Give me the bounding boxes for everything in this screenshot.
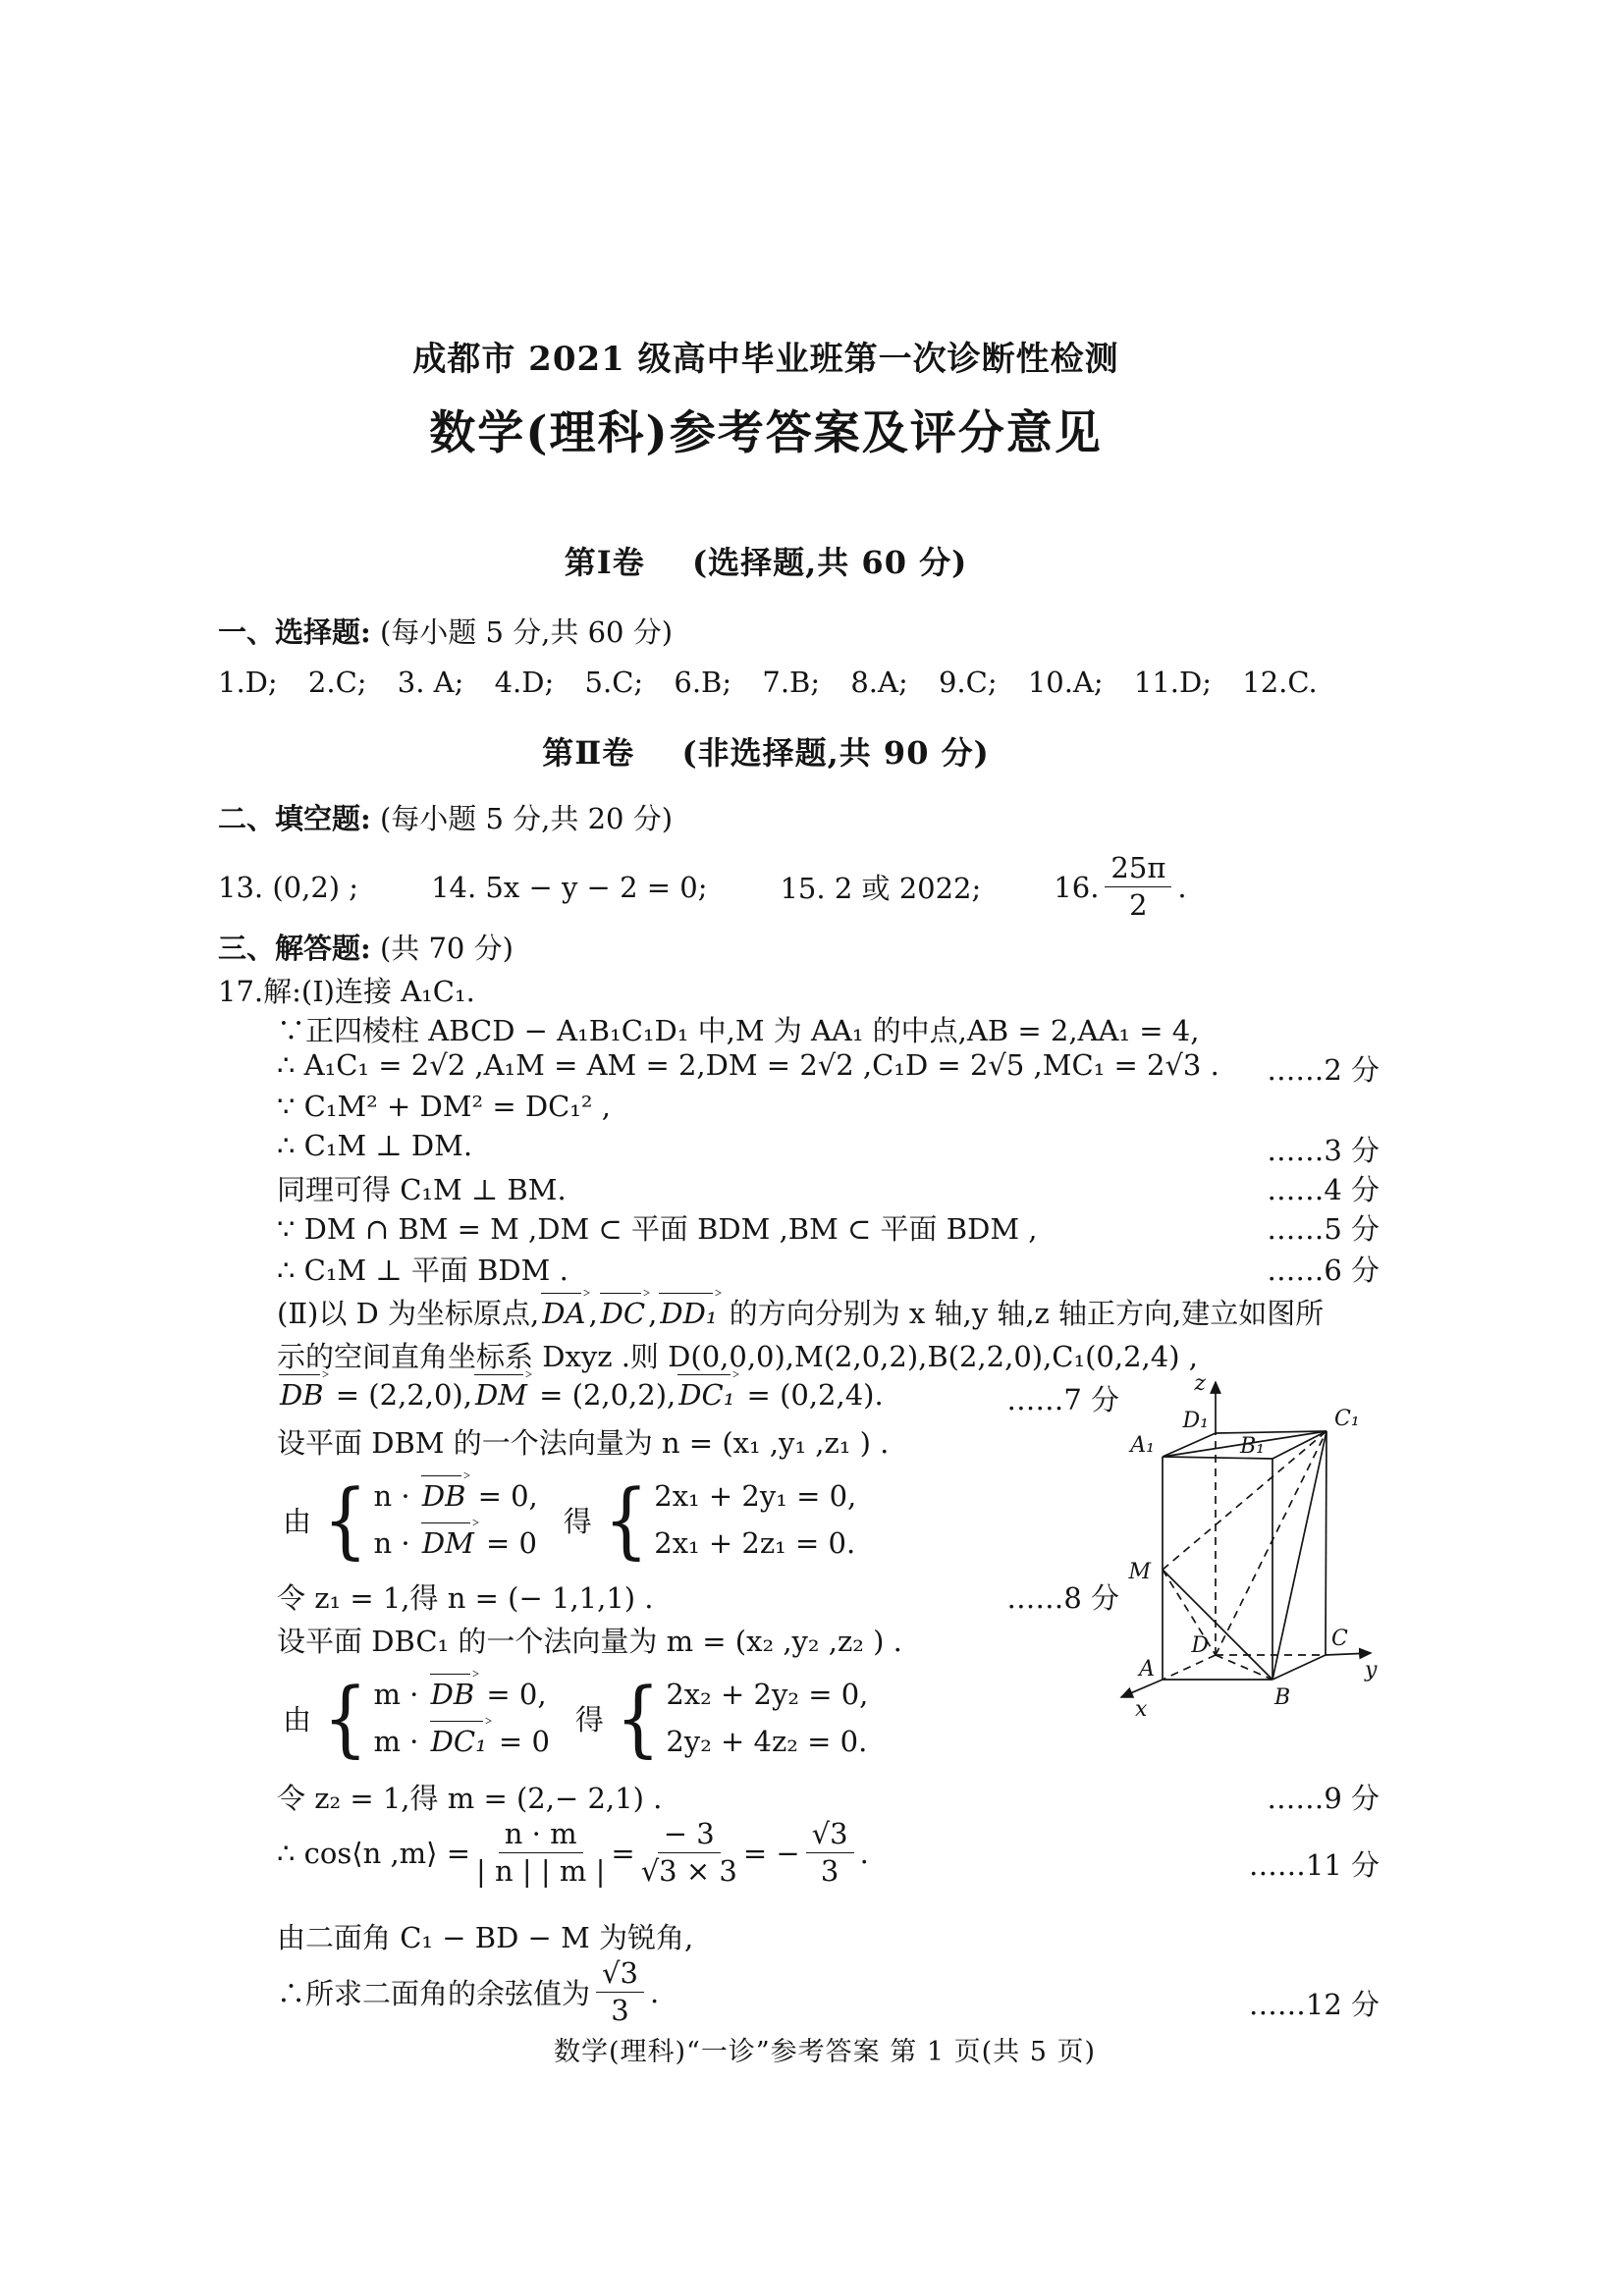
mc-answer: 10.A; xyxy=(1027,666,1104,699)
point-label-M: M xyxy=(1128,1560,1151,1584)
vertex-label-B1: B₁ xyxy=(1240,1434,1265,1459)
hidden-edges xyxy=(1163,1431,1326,1680)
q17-line-text: = (2,2,0), xyxy=(326,1378,472,1412)
sys2-lead: 由 xyxy=(283,1702,312,1736)
q17-line-text: = (0,2,4). xyxy=(737,1378,884,1412)
left-brace: { xyxy=(323,1670,368,1766)
vertex-label-D: D xyxy=(1191,1633,1209,1658)
cosine-expression xyxy=(277,1818,1380,1889)
fill-section-heading xyxy=(218,797,673,837)
sys1-right-eq1: 2x₁ + 2y₁ = 0, xyxy=(654,1479,857,1513)
sys2-give: 得 xyxy=(574,1702,604,1736)
fraction-numerator: 25π xyxy=(1105,852,1171,887)
vector-DM: DM xyxy=(421,1526,474,1560)
mc-answer: 12.C. xyxy=(1242,666,1318,699)
solutions-section-heading xyxy=(218,927,514,967)
vector-DB: DB xyxy=(430,1678,475,1711)
eq-text: = 0 xyxy=(476,1526,537,1560)
fill-note: (每小题 5 分,共 20 分) xyxy=(379,802,674,835)
eq-text: = 0 xyxy=(489,1725,550,1758)
score-marker-4: ……4 分 xyxy=(1267,1173,1380,1206)
equals-sign: = xyxy=(611,1836,635,1870)
q17-head: 17.解:(Ⅰ)连接 A₁C₁. xyxy=(218,975,475,1008)
q17-line-text: ∴ C₁M ⊥ 平面 BDM . xyxy=(277,1254,568,1287)
sys1-left-equations xyxy=(373,1479,537,1560)
q17-part2-intro xyxy=(277,1292,1380,1332)
fraction-denominator: 2 xyxy=(1129,888,1148,923)
vertex-label-C1: C₁ xyxy=(1334,1407,1360,1431)
sys1-right-equations xyxy=(654,1479,856,1560)
final-answer-expression xyxy=(277,1957,1380,2028)
x-axis xyxy=(1121,1680,1163,1697)
equation-system-2 xyxy=(277,1663,868,1773)
mc-answer: 9.C; xyxy=(938,666,998,699)
q17-line-text: 令 z₁ = 1,得 n = (− 1,1,1) . xyxy=(277,1581,654,1615)
q17-line-text: ∴ C₁M ⊥ DM. xyxy=(277,1129,473,1162)
vertex-label-D1: D₁ xyxy=(1182,1409,1209,1433)
mc-answer: 7.B; xyxy=(762,666,821,699)
blank-13: 13. (0,2) ; xyxy=(218,870,359,904)
page-footer: 数学(理科)“一诊”参考答案 第 1 页(共 5 页) xyxy=(553,2037,1096,2067)
q17-line xyxy=(277,1249,1380,1289)
score-marker-5: ……5 分 xyxy=(1267,1212,1380,1246)
sys2-right-eq1: 2x₂ + 2y₂ = 0, xyxy=(666,1678,869,1711)
cos-fraction-3 xyxy=(806,1818,854,1889)
mc-note: (每小题 5 分,共 60 分) xyxy=(379,615,674,649)
q17-line-text: ∵ DM ∩ BM = M ,DM ⊂ 平面 BDM ,BM ⊂ 平面 BDM , xyxy=(277,1212,1038,1246)
fraction-denominator: √3 × 3 xyxy=(640,1854,737,1889)
equation-system-1 xyxy=(277,1465,856,1575)
fraction-denominator: | n | | m | xyxy=(476,1854,606,1889)
prism-figure xyxy=(1108,1370,1394,1732)
q17-line-text: 的方向分别为 x 轴,y 轴,z 轴正方向,建立如图所 xyxy=(720,1297,1325,1330)
q17-line: ∵ C₁M² + DM² = DC₁² , xyxy=(277,1090,611,1123)
mc-answer: 1.D; xyxy=(218,666,278,699)
q17-line-text: = (2,0,2), xyxy=(529,1378,677,1412)
y-axis xyxy=(1326,1653,1371,1655)
sys1-left-eq1 xyxy=(373,1479,537,1513)
score-marker-11: ……11 分 xyxy=(1248,1848,1380,1882)
part2-heading xyxy=(0,728,1532,774)
q17-line-text: 同理可得 C₁M ⊥ BM. xyxy=(277,1173,567,1206)
document-subtitle: 数学(理科)参考答案及评分意见 xyxy=(429,406,1103,460)
separator: , xyxy=(648,1297,658,1330)
solutions-label: 三、解答题: xyxy=(218,932,371,965)
period: . xyxy=(859,1836,869,1870)
fill-answers-row xyxy=(218,852,1187,923)
q17-line xyxy=(277,1207,1380,1248)
part1-volume-note: (选择题,共 60 分) xyxy=(692,544,968,581)
score-marker-8: ……8 分 xyxy=(1006,1581,1119,1615)
cos-fraction-2 xyxy=(641,1818,737,1889)
fraction-numerator: − 3 xyxy=(658,1818,721,1853)
equals-sign: = − xyxy=(742,1836,800,1870)
fraction-numerator: n · m xyxy=(499,1818,583,1853)
eq-text: n · xyxy=(373,1526,419,1560)
left-brace: { xyxy=(323,1471,368,1568)
period: . xyxy=(649,1975,660,2009)
q17-line xyxy=(277,1168,1380,1208)
score-marker-12: ……12 分 xyxy=(1248,1988,1380,2021)
eq-text: n · xyxy=(373,1479,419,1513)
axis-label-z: z xyxy=(1194,1371,1206,1396)
blank-14: 14. 5x − y − 2 = 0; xyxy=(431,870,708,904)
sys1-give: 得 xyxy=(563,1504,592,1538)
document-title: 成都市 2021 级高中毕业班第一次诊断性检测 xyxy=(412,340,1119,379)
blank-16-period: . xyxy=(1177,870,1187,904)
q17-line: ∵正四棱柱 ABCD − A₁B₁C₁D₁ 中,M 为 AA₁ 的中点,AB = 2,AA₁ = 4, xyxy=(277,1014,1200,1047)
mc-label: 一、选择题: xyxy=(218,615,371,649)
vector-DB: DB xyxy=(280,1378,324,1412)
q17-line: 由二面角 C₁ − BD − M 为锐角, xyxy=(277,1921,694,1954)
q17-line xyxy=(277,1048,1380,1087)
separator: , xyxy=(588,1297,598,1330)
vector-DC1: DC₁ xyxy=(430,1725,487,1758)
q17-line xyxy=(277,1129,1380,1167)
mc-answers-row xyxy=(218,666,1339,699)
vertex-label-C: C xyxy=(1331,1627,1348,1651)
part2-volume-note: (非选择题,共 90 分) xyxy=(681,734,990,772)
fraction-numerator: √3 xyxy=(806,1818,854,1853)
final-answer-text: ∴所求二面角的余弦值为 xyxy=(277,1977,591,2011)
fraction-denominator: 3 xyxy=(820,1854,839,1889)
mc-answer: 3. A; xyxy=(397,666,464,699)
left-brace: { xyxy=(603,1471,649,1568)
sys2-left-eq1 xyxy=(373,1678,549,1711)
q17-line-text: 令 z₂ = 1,得 m = (2,− 2,1) . xyxy=(277,1782,663,1815)
mc-answer: 4.D; xyxy=(494,666,555,699)
blank-16-label: 16. xyxy=(1054,870,1100,904)
vector-DM: DM xyxy=(474,1378,527,1412)
eq-text: = 0, xyxy=(468,1479,538,1513)
q17-line-text: ∴ A₁C₁ = 2√2 ,A₁M = AM = 2,DM = 2√2 ,C₁D = 2√5 ,MC₁ = 2√3 . xyxy=(277,1048,1219,1082)
cos-prefix: ∴ cos⟨n ,m⟩ = xyxy=(277,1836,471,1870)
q17-line xyxy=(277,1576,1119,1617)
part1-heading xyxy=(0,538,1532,583)
vertex-label-B: B xyxy=(1274,1685,1291,1710)
q17-line xyxy=(277,1777,1380,1817)
score-marker-6: ……6 分 xyxy=(1267,1254,1380,1287)
vector-DC: DC xyxy=(600,1297,646,1330)
mc-answer: 2.C; xyxy=(307,666,367,699)
q17-line: 设平面 DBC₁ 的一个法向量为 m = (x₂ ,y₂ ,z₂ ) . xyxy=(277,1625,902,1658)
sys1-left-eq2 xyxy=(373,1526,537,1560)
score-marker-2: ……2 分 xyxy=(1267,1053,1380,1087)
axis-label-x: x xyxy=(1135,1697,1148,1722)
sys2-right-equations xyxy=(666,1678,868,1758)
fraction-denominator: 3 xyxy=(611,1994,629,2028)
final-fraction xyxy=(596,1957,644,2028)
mc-answer: 5.C; xyxy=(584,666,644,699)
q17-vectors-line xyxy=(277,1378,1119,1416)
q17-line: 设平面 DBM 的一个法向量为 n = (x₁ ,y₁ ,z₁ ) . xyxy=(277,1426,890,1460)
cos-fraction-1 xyxy=(476,1818,605,1889)
fill-label: 二、填空题: xyxy=(218,802,371,835)
sys2-left-eq2 xyxy=(373,1725,549,1758)
solutions-note: (共 70 分) xyxy=(379,932,514,965)
left-brace: { xyxy=(615,1670,661,1766)
blank-15: 15. 2 或 2022; xyxy=(780,872,982,906)
sys2-left-equations xyxy=(373,1678,549,1758)
blank-16 xyxy=(1054,852,1186,923)
vector-DB: DB xyxy=(421,1479,466,1513)
eq-text: m · xyxy=(373,1725,428,1758)
eq-text: = 0, xyxy=(477,1678,547,1711)
vector-DA: DA xyxy=(542,1297,586,1330)
q17-line: 示的空间直角坐标系 Dxyz .则 D(0,0,0),M(2,0,2),B(2,2,0),C₁(0,2,4) , xyxy=(277,1340,1198,1373)
mc-answer: 6.B; xyxy=(674,666,732,699)
prism-labels xyxy=(1127,1371,1378,1722)
axis-label-y: y xyxy=(1365,1658,1378,1682)
sys1-lead: 由 xyxy=(283,1504,312,1538)
mc-answer: 8.A; xyxy=(850,666,908,699)
sys1-right-eq2: 2x₁ + 2z₁ = 0. xyxy=(654,1526,856,1560)
blank-16-fraction xyxy=(1105,852,1171,923)
vector-DD1: DD₁ xyxy=(660,1297,718,1330)
vertex-label-A: A xyxy=(1139,1657,1155,1682)
q17-line-text: (Ⅱ)以 D 为坐标原点, xyxy=(277,1297,540,1330)
sys2-right-eq2: 2y₂ + 4z₂ = 0. xyxy=(666,1725,868,1758)
score-marker-9: ……9 分 xyxy=(1267,1782,1380,1815)
vertex-label-A1: A₁ xyxy=(1130,1433,1155,1458)
vector-DC1: DC₁ xyxy=(678,1378,735,1412)
part2-volume: 第Ⅱ卷 xyxy=(542,734,635,772)
eq-text: m · xyxy=(373,1678,428,1711)
mc-answer: 11.D; xyxy=(1133,666,1213,699)
score-marker-3: ……3 分 xyxy=(1267,1134,1380,1167)
q17-cosine-line xyxy=(277,1818,1380,1902)
mc-section-heading xyxy=(218,611,673,651)
score-marker-7: ……7 分 xyxy=(1006,1383,1119,1416)
fraction-numerator: √3 xyxy=(596,1957,644,1993)
part1-volume: 第Ⅰ卷 xyxy=(564,544,645,581)
